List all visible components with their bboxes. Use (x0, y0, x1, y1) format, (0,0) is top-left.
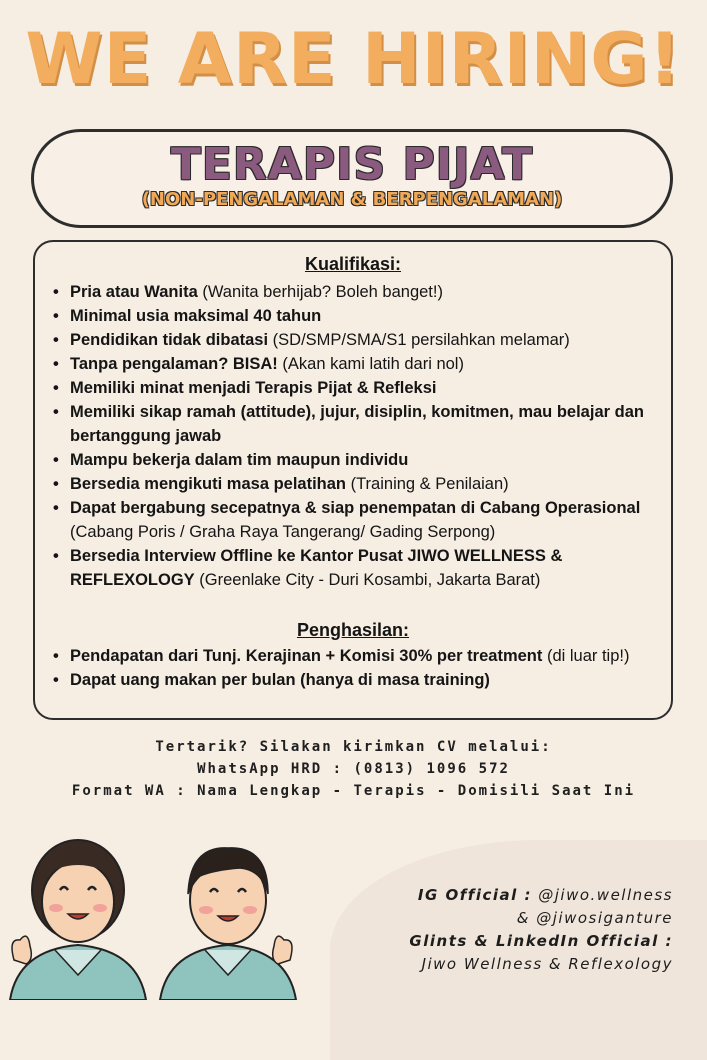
list-item: • Minimal usia maksimal 40 tahun (53, 304, 665, 328)
ig-handle-1: @jiwo.wellness (531, 886, 673, 904)
income-list (53, 644, 665, 692)
list-item: • Tanpa pengalaman? BISA! (Akan kami latih dari nol) (53, 352, 665, 376)
list-item: • Memiliki minat menjadi Terapis Pijat & Refleksi (53, 376, 665, 400)
wa-format: Format WA : Nama Lengkap - Terapis - Domisili Saat Ini (71, 783, 636, 799)
glints-label: Glints & LinkedIn Official : (409, 932, 673, 950)
contact-intro: Tertarik? Silakan kirimkan CV melalui: (155, 739, 552, 755)
list-item: • Memiliki sikap ramah (attitude), jujur, disiplin, komitmen, mau belajar dan bertanggung jawab (53, 400, 665, 448)
list-item: • Bersedia Interview Offline ke Kantor Pusat JIWO WELLNESS & REFLEXOLOGY (Greenlake City - Duri Kosambi, Jakarta Barat) (53, 544, 665, 592)
whatsapp-contact: WhatsApp HRD : (0813) 1096 572 (197, 761, 510, 777)
list-item: • Dapat uang makan per bulan (hanya di masa training) (53, 668, 665, 692)
social-media-block (353, 884, 673, 976)
female-therapist-icon (10, 840, 146, 1000)
male-therapist-icon (160, 848, 296, 1000)
role-subtitle: (NON-PENGALAMAN & BERPENGALAMAN) (141, 189, 563, 210)
hiring-headline: WE ARE HIRING! (25, 18, 682, 100)
income-title: Penghasilan: (296, 620, 410, 640)
list-item: • Pendidikan tidak dibatasi (SD/SMP/SMA/S1 persilahkan melamar) (53, 328, 665, 352)
role-title: TERAPIS PIJAT (170, 139, 534, 190)
list-item: • Pria atau Wanita (Wanita berhijab? Boleh banget!) (53, 280, 665, 304)
list-item: • Mampu bekerja dalam tim maupun individu (53, 448, 665, 472)
list-item: • Bersedia mengikuti masa pelatihan (Training & Penilaian) (53, 472, 665, 496)
role-banner (31, 129, 673, 228)
list-item: • Dapat bergabung secepatnya & siap penempatan di Cabang Operasional (Cabang Poris / Graha Raya Tangerang/ Gading Serpong) (53, 496, 665, 544)
glints-name: Jiwo Wellness & Reflexology (421, 955, 673, 973)
ig-handle-2: & @jiwosiganture (516, 909, 673, 927)
therapist-illustration (0, 810, 320, 1000)
ig-line (353, 884, 673, 907)
ig-label: IG Official : (417, 886, 532, 904)
list-item: • Pendapatan dari Tunj. Kerajinan + Komisi 30% per treatment (di luar tip!) (53, 644, 665, 668)
qualifications-title: Kualifikasi: (304, 254, 402, 274)
qualifications-list (53, 280, 665, 592)
requirements-panel (33, 240, 673, 720)
